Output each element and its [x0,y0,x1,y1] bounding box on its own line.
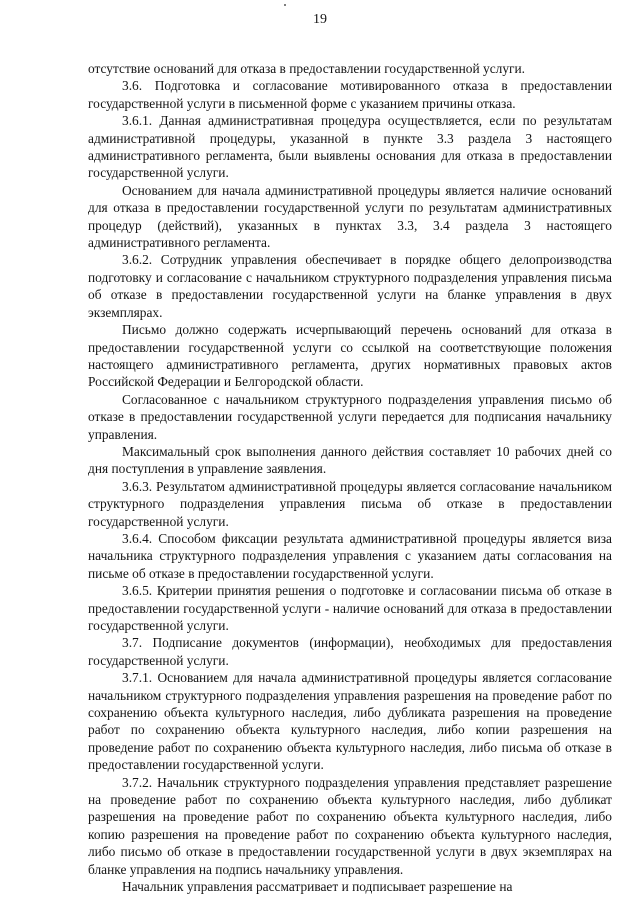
paragraph-3-6-4: 3.6.4. Способом фиксации результата административной процедуры является виза начальника структурного подразделения управления с указанием даты согласования на письме об отказе в предоставлении государственной услуги. [88,530,612,581]
paragraph-3-6-3: 3.6.3. Результатом административной процедуры является согласование начальником структурного подразделения управления письма об отказе в предоставлении государственной услуги. [88,478,612,529]
document-body [88,60,612,896]
paragraph-head-review: Начальник управления рассматривает и подписывает разрешение на [122,879,513,895]
paragraph-3-7: 3.7. Подписание документов (информации), необходимых для предоставления государственной услуги. [88,635,612,668]
paragraph-letter-transfer: Согласованное с начальником структурного подразделения управления письмо об отказе в предоставлении государственной услуги передается для подписания начальнику управления. [88,391,612,442]
page-number: 19 [313,12,327,27]
paragraph-3-6-5: 3.6.5. Критерии принятия решения о подготовке и согласовании письма об отказе в предоставлении государственной услуги - наличие оснований для отказа в предоставлении государственной услуги. [88,583,612,633]
paragraph-3-6-1-basis: Основанием для начала административной процедуры является наличие оснований для отказа в предоставлении государственной услуги по результатам административных процедур (действий), указанных в пунктах 3.3, 3.4 раздела 3 настоящего административного регламента. [88,182,612,251]
paragraph-letter-content: Письмо должно содержать исчерпывающий перечень оснований для отказа в предоставлении государственной услуги со ссылкой на соответствующие положения настоящего административного регламента, других нормативных правовых актов Российской Федерации и Белгородской области. [88,322,612,390]
paragraph-3-6-2: 3.6.2. Сотрудник управления обеспечивает в порядке общего делопроизводства подготовку и согласование с начальником структурного подразделения управления письма об отказе в предоставлении государственной услуги на бланке управления в двух экземплярах. [88,252,612,320]
paragraph-3-7-1: 3.7.1. Основанием для начала административной процедуры является согласование начальником структурного подразделения управления разрешения на проведение работ по сохранению объекта культурного наследия, либо дубликата разрешения на проведение работ по сохранению объекта культурного наследия, либо копии разрешения на проведение работ по сохранению объекта культурного наследия, либо письма об отказе в предоставлении государственной услуги. [88,670,612,773]
paragraph-3-6-1: 3.6.1. Данная административная процедура осуществляется, если по результатам административной процедуры, указанной в пункте 3.3 раздела 3 настоящего административного регламента, были выявлены основания для отказа в предоставлении государственной услуги. [88,113,612,181]
paragraph-3-6: 3.6. Подготовка и согласование мотивированного отказа в предоставлении государственной услуги в письменной форме с указанием причины отказа. [88,78,612,111]
paragraph-continuation: отсутствие оснований для отказа в предоставлении государственной услуги. [88,61,526,76]
paragraph-3-7-2: 3.7.2. Начальник структурного подразделения управления представляет разрешение на проведение работ по сохранению объекта культурного наследия, либо дубликат разрешения на проведение работ по сохранению объекта культурного наследия, либо копию разрешения на проведение работ по сохранению объекта культурного наследия, либо письмо об отказе в предоставлении государственной услуги в двух экземплярах на бланке управления на подпись начальнику управления. [88,774,612,877]
paragraph-max-term: Максимальный срок выполнения данного действия составляет 10 рабочих дней со дня поступления в управление заявления. [88,443,612,477]
scan-speck [284,4,286,6]
